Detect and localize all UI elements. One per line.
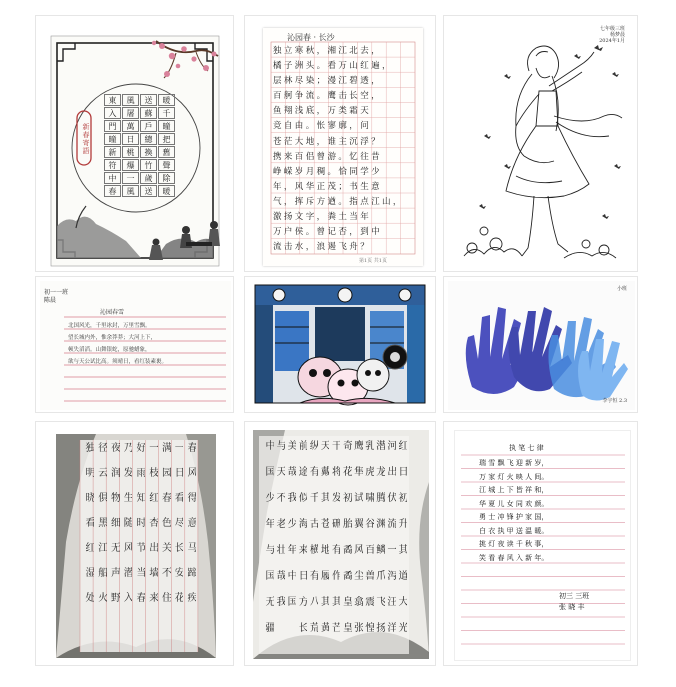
grid-char: 春 <box>104 185 121 197</box>
tile-girl-sketch[interactable] <box>443 15 638 272</box>
grid-char: 總 <box>140 133 157 145</box>
scroll-columns <box>82 442 196 650</box>
scroll-column: 径云俱黑江船火 <box>95 442 107 617</box>
landscape-column: 纵有千古横有八荒 <box>307 440 319 648</box>
landscape-column: 潜龙腾渊鳞爪飞扬 <box>373 440 385 648</box>
note-line: 望长城内外，惟余莽莽；大河上下， <box>68 335 157 341</box>
grid-char: 風 <box>122 185 139 197</box>
grid-char: 送 <box>140 94 157 106</box>
poem-line: 流击水，浪遏飞舟？ <box>273 242 372 253</box>
lined-paper <box>40 281 231 410</box>
handprint-corner-label: 小班 <box>616 286 627 292</box>
poem-lines <box>273 44 413 255</box>
poem-line: 鱼翔浅底，万类霜天 <box>273 106 372 117</box>
tile-handprints[interactable] <box>443 276 638 413</box>
tile-qilu-poem[interactable] <box>443 421 638 666</box>
poem-lines <box>479 457 629 565</box>
poem-line: 白 衣 执 甲 送 温 暖。 <box>479 526 549 535</box>
poem-signature: 初三 三班 张 晓 丰 <box>559 592 590 611</box>
poem-line: 百舸争流。鹰击长空， <box>273 91 383 102</box>
tile-calligraphy-plum[interactable] <box>35 15 234 272</box>
landscape-column: 前途似海来日方长 <box>296 440 308 648</box>
scroll-column: 独明晓看红湿处 <box>83 442 94 617</box>
grid-char: 曈 <box>104 133 121 145</box>
landscape-column: 与天不老壮哉我 <box>274 440 286 622</box>
grid-char: 千 <box>158 107 175 119</box>
colored-interior-drawing <box>245 277 436 413</box>
grid-header: 沁园春 · 长沙 <box>287 33 335 42</box>
grid-char: 竹 <box>140 159 157 171</box>
grid-char: 門 <box>104 120 121 132</box>
landscape-column: 天戴其苍地履其黄 <box>318 440 330 648</box>
grid-char: 蘇 <box>140 107 157 119</box>
poem-title: 执 笔 七 律 <box>509 444 544 452</box>
grid-char: 歲 <box>140 172 157 184</box>
poem-line: 峥嵘岁月稠。恰同学少 <box>273 166 383 177</box>
landscape-column: 干将发硎有作其芒 <box>329 440 341 648</box>
grid-char: 曈 <box>158 120 175 132</box>
notes-lines <box>68 321 228 369</box>
landscape-column: 中国少年与国无疆 <box>263 440 274 648</box>
grid-char: 一 <box>122 172 139 184</box>
grid-char: 桃 <box>122 146 139 158</box>
tile-ink-scroll[interactable] <box>35 421 234 666</box>
poem-line: 年，风华正茂；书生意 <box>273 181 383 192</box>
scroll-column: 一日看尽长安花 <box>172 442 184 617</box>
poem-line: 万 家 灯 火 映 人 间。 <box>479 472 549 481</box>
poem-line: 万户侯。曾记否，到中 <box>273 227 383 238</box>
poem-lined-paper <box>454 430 631 661</box>
poem-line: 激扬文字，粪土当年 <box>273 212 372 223</box>
poem-line: 笑 看 春 风 入 新 年。 <box>479 553 549 562</box>
poem-line: 层林尽染；漫江碧透， <box>273 76 383 87</box>
grid-char: 暖 <box>158 94 175 106</box>
grid-char: 除 <box>158 172 175 184</box>
grid-char: 暖 <box>158 185 175 197</box>
scroll-column: 好雨知时节当春 <box>134 442 145 617</box>
landscape-columns <box>263 440 407 652</box>
grid-char: 戶 <box>140 120 157 132</box>
grid-char: 符 <box>104 159 121 171</box>
tile-lined-notes[interactable] <box>35 276 234 413</box>
scroll-column: 乃发生随风潜入 <box>121 442 133 617</box>
seal-text: 新春寄語 <box>82 123 90 155</box>
grid-char: 中 <box>104 172 121 184</box>
grid-char: 東 <box>104 94 121 106</box>
poem-line: 苍茫大地，谁主沉浮？ <box>273 136 383 147</box>
handprint-signature: 李宇恒 2.3 <box>602 398 627 404</box>
landscape-column: 鹰隼试翼风尘翕张 <box>351 440 363 648</box>
tile-colored-drawing[interactable] <box>244 276 436 413</box>
grid-footer: 第1页 共1页 <box>359 258 387 264</box>
landscape-column: 乳虎啸谷百兽震惶 <box>362 440 374 648</box>
grid-char: 換 <box>140 146 157 158</box>
handprint-painting <box>444 277 638 413</box>
grid-char: 新 <box>104 146 121 158</box>
landscape-column: 河出伏流一泻汪洋 <box>384 440 396 648</box>
note-line: 北国风光，千里冰封，万里雪飘。 <box>68 323 151 329</box>
sketch-note: 七年级三班 杨梦晨 2024年1月 <box>599 26 625 44</box>
poem-line: 气，挥斥方遒。指点江山， <box>273 196 404 207</box>
poem-line: 瑞 雪 飘 飞 迎 新 岁， <box>479 459 549 467</box>
grid-char: 聲 <box>158 159 175 171</box>
poem-line: 携来百侣曾游。忆往昔 <box>273 151 383 162</box>
tile-qinyuanchun-grid[interactable] <box>244 15 436 272</box>
scroll-column: 夜润物细无声野 <box>108 442 120 617</box>
girl-line-drawing <box>444 16 638 272</box>
poem-line: 竞自由。怅寥廓，问 <box>273 121 372 132</box>
grid-char: 日 <box>122 133 139 145</box>
poem-line: 橘子洲头。看万山红遍， <box>273 61 393 72</box>
plum-grid-chars <box>104 94 176 198</box>
note-line: 欲与天公试比高。须晴日，看红装素裹。 <box>68 359 168 365</box>
notes-title: 沁园春雪 <box>100 309 125 316</box>
grid-char: 舊 <box>158 146 175 158</box>
scroll-column: 一枝红杏出墙来 <box>146 442 158 617</box>
poem-line: 独立寒秋，湘江北去， <box>273 46 383 56</box>
grid-char: 把 <box>158 133 175 145</box>
grid-paper <box>263 28 423 266</box>
poem-line: 江 城 上 下 皆 祥 和， <box>479 486 549 494</box>
poem-line: 勇 士 冲 锋 护 家 国， <box>479 513 549 521</box>
scroll-column: 满园春色关不住 <box>159 442 171 617</box>
tile-landscape-calligraphy[interactable] <box>244 421 436 666</box>
grid-char: 爆 <box>122 159 139 171</box>
poem-line: 挑 灯 夜 读 千 秋 事， <box>479 540 549 548</box>
grid-char: 入 <box>104 107 121 119</box>
landscape-column: 奇花初胎矞矞皇皇 <box>340 440 352 648</box>
grid-char: 風 <box>122 94 139 106</box>
grid-char: 屠 <box>122 107 139 119</box>
scroll-column: 春风得意马蹄疾 <box>185 442 196 617</box>
landscape-column: 美哉我少年中国 <box>285 440 297 622</box>
grid-char: 送 <box>140 185 157 197</box>
grid-char: 萬 <box>122 120 139 132</box>
poem-line: 华 夏 儿 女 同 欢 颜。 <box>479 499 549 508</box>
note-line: 顿失滔滔。山舞银蛇，原驰蜡象， <box>68 347 151 353</box>
landscape-column: 红日初升其道大光 <box>395 440 407 648</box>
class-label: 初一一班 陈晨 <box>44 289 69 304</box>
